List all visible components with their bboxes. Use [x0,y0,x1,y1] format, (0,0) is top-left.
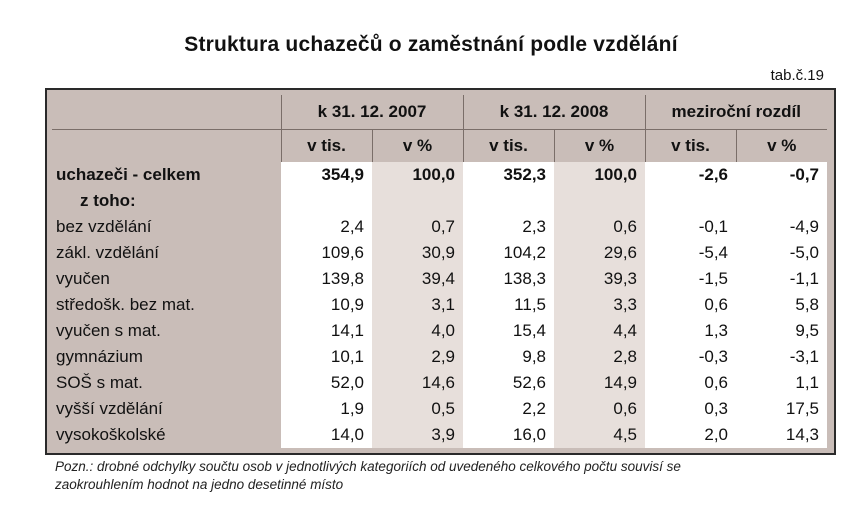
cell: 17,5 [736,396,827,422]
table-row-total [52,162,827,188]
cell: 39,4 [372,266,463,292]
row-label: gymnázium [52,344,281,370]
cell: -2,6 [645,162,736,188]
cell: -3,1 [736,344,827,370]
cell: 4,5 [554,422,645,448]
cell: 4,4 [554,318,645,344]
cell: -0,3 [645,344,736,370]
cell: 2,0 [645,422,736,448]
cell: 0,6 [645,370,736,396]
subheader-2008-pct: v % [554,130,645,163]
cell: 100,0 [554,162,645,188]
cell: 0,3 [645,396,736,422]
cell: 0,6 [645,292,736,318]
row-label: bez vzdělání [52,214,281,240]
table-row [52,266,827,292]
cell: 14,9 [554,370,645,396]
subheader-diff-tis: v tis. [645,130,736,163]
row-label: vyšší vzdělání [52,396,281,422]
table-row [52,292,827,318]
cell: 2,3 [463,214,554,240]
cell: 100,0 [372,162,463,188]
cell: 1,9 [281,396,372,422]
cell: 30,9 [372,240,463,266]
table-row [52,240,827,266]
cell: 9,5 [736,318,827,344]
cell: -5,4 [645,240,736,266]
cell: 0,6 [554,396,645,422]
footnote-line-2: zaokrouhlením hodnot na jedno desetinné místo [55,477,344,492]
header-corner-lower [52,130,281,163]
table-row [52,422,827,448]
cell: 5,8 [736,292,827,318]
table-row [52,370,827,396]
subheader-diff-pct: v % [736,130,827,163]
cell: 2,8 [554,344,645,370]
cell: 9,8 [463,344,554,370]
row-label: vysokoškolské [52,422,281,448]
row-label: vyučen [52,266,281,292]
header-group-2007: k 31. 12. 2007 [281,95,463,130]
header-row-units [52,130,827,163]
cell: -0,7 [736,162,827,188]
cell: -1,1 [736,266,827,292]
cell: 39,3 [554,266,645,292]
row-label: SOŠ s mat. [52,370,281,396]
cell: 0,6 [554,214,645,240]
cell: 16,0 [463,422,554,448]
cell: 354,9 [281,162,372,188]
cell: 14,6 [372,370,463,396]
cell: 2,9 [372,344,463,370]
table-row [52,396,827,422]
cell: 14,1 [281,318,372,344]
cell: 104,2 [463,240,554,266]
cell: 2,2 [463,396,554,422]
cell: 109,6 [281,240,372,266]
cell: 352,3 [463,162,554,188]
row-label: zákl. vzdělání [52,240,281,266]
education-structure-table [52,95,827,448]
cell: 14,3 [736,422,827,448]
cell: 0,7 [372,214,463,240]
cell: 0,5 [372,396,463,422]
subtitle-label: z toho: [52,188,281,214]
subheader-2007-tis: v tis. [281,130,372,163]
cell: 4,0 [372,318,463,344]
cell: 52,6 [463,370,554,396]
table-row-subtitle [52,188,827,214]
cell: 52,0 [281,370,372,396]
table-row [52,344,827,370]
cell: 138,3 [463,266,554,292]
table-title: Struktura uchazečů o zaměstnání podle vzdělání [184,33,678,56]
cell: 10,9 [281,292,372,318]
cell: 3,9 [372,422,463,448]
header-group-difference: meziroční rozdíl [645,95,827,130]
cell: 1,3 [645,318,736,344]
cell: 11,5 [463,292,554,318]
cell: 3,3 [554,292,645,318]
row-label: uchazeči - celkem [52,162,281,188]
cell: 139,8 [281,266,372,292]
cell: -0,1 [645,214,736,240]
cell: 3,1 [372,292,463,318]
footnote-line-1: Pozn.: drobné odchylky součtu osob v jednotlivých kategoriích od uvedeného celkového počtu souvisí se [55,459,681,474]
header-group-2008: k 31. 12. 2008 [463,95,645,130]
cell: -5,0 [736,240,827,266]
subheader-2008-tis: v tis. [463,130,554,163]
cell: -1,5 [645,266,736,292]
cell: 2,4 [281,214,372,240]
cell: 29,6 [554,240,645,266]
cell: 15,4 [463,318,554,344]
subheader-2007-pct: v % [372,130,463,163]
cell: 14,0 [281,422,372,448]
cell: -4,9 [736,214,827,240]
row-label: vyučen s mat. [52,318,281,344]
cell: 1,1 [736,370,827,396]
cell: 10,1 [281,344,372,370]
table-row [52,318,827,344]
row-label: středošk. bez mat. [52,292,281,318]
header-corner [52,95,281,130]
header-row-groups [52,95,827,130]
table-reference: tab.č.19 [770,67,824,84]
data-table-frame [45,88,836,455]
table-row [52,214,827,240]
table-footnote [55,458,845,494]
